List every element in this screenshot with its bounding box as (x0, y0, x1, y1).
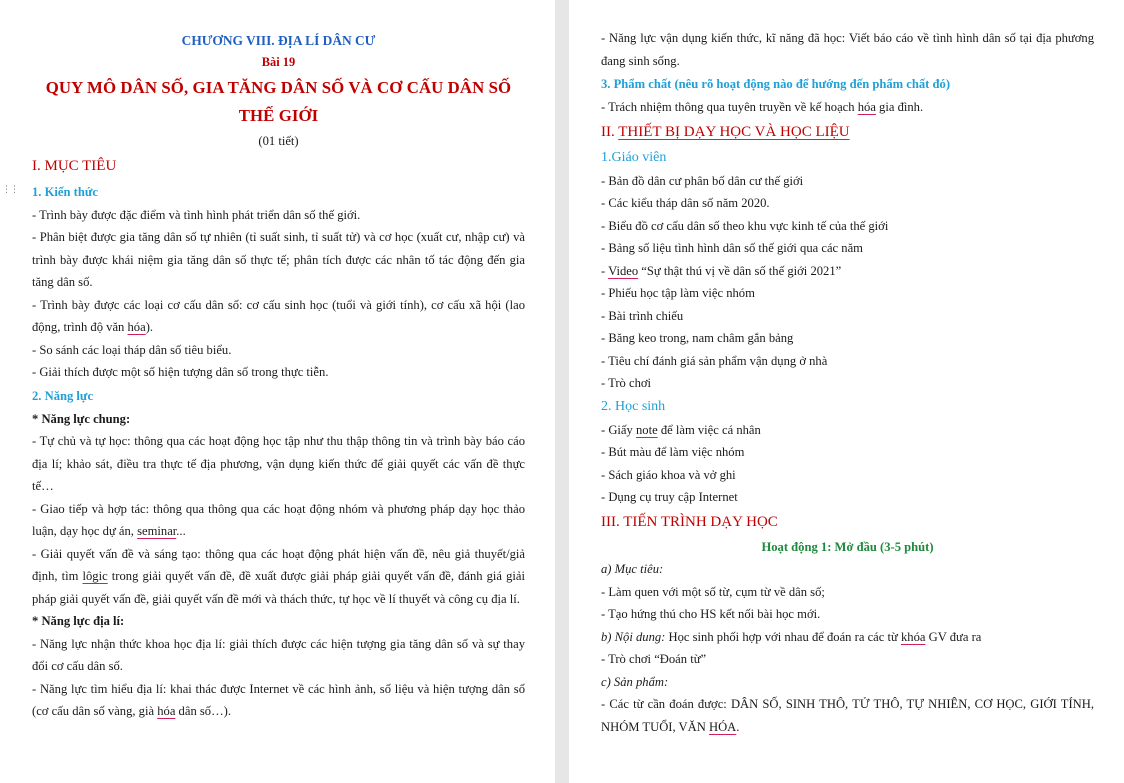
product-label: c) Sản phẩm: (601, 674, 669, 689)
text-run: - Giải quyết vấn đề và sáng tạo: thông qua các hoạt động phát hiện vấn đề, nêu giả thuyết/giả định, tìm (32, 546, 525, 583)
product-item (601, 693, 1094, 738)
activity-heading: Hoạt động 1: Mở đầu (3-5 phút) (761, 539, 934, 554)
text-run: ). (145, 320, 154, 334)
knowledge-item (32, 294, 525, 339)
quality-item (601, 96, 1094, 119)
knowledge-item: - Phân biệt được gia tăng dân số tự nhiên (tỉ suất sinh, tỉ suất tử) và cơ học (xuất cư, nhập cư) và trình bày được khái niệm gia tăng dân số thực tế; phân tích được các nhân tố tác động đến gia tăng dân số. (32, 230, 525, 289)
student-subheading: 2. Học sinh (601, 398, 666, 414)
text-run: GV đưa ra (925, 629, 982, 644)
spellcheck-word: lôgic (82, 569, 108, 583)
goal-item: - Làm quen với một số từ, cụm từ về dân số; (601, 584, 825, 599)
content-label: b) Nội dung: (601, 629, 666, 644)
teacher-item: - Phiếu học tập làm việc nhóm (601, 286, 755, 300)
text-run: - Giao tiếp và hợp tác: thông qua thông qua các hoạt động nhóm và phương pháp dạy học thảo luận, dạy học dự án, (32, 501, 525, 538)
text-run: . (736, 719, 740, 734)
goal-label: a) Mục tiêu: (601, 562, 664, 576)
goal-item: - Tạo hứng thú cho HS kết nối bài học mới. (601, 607, 821, 621)
teacher-item: - Trò chơi (601, 376, 652, 390)
ability-subheading: 2. Năng lực (32, 388, 94, 403)
text-run: - Các từ cần đoán được: DÂN SỐ, SINH THÔ, TỬ THÔ, TỰ NHIÊN, CƠ HỌC, GIỚI TÍNH, NHÓM TUỔI, VĂN (601, 697, 1094, 734)
general-ability-item: - Tự chủ và tự học: thông qua các hoạt động học tập như thu thập thông tin và trình bày báo cáo địa lí; khảo sát, điều tra thực tế địa phương, vận dụng kiến thức để giải quyết các vấn đề thực tế… (32, 434, 525, 493)
geo-ability-item: - Năng lực nhận thức khoa học địa lí: giải thích được các hiện tượng gia tăng dân số và sự thay đổi cơ cấu dân số. (32, 636, 525, 673)
content-item: - Trò chơi “Đoán từ” (601, 652, 707, 666)
student-item: - Bút màu để làm việc nhóm (601, 445, 745, 459)
knowledge-subheading: 1. Kiến thức (32, 184, 98, 199)
text-run: trong giải quyết vấn đề, đề xuất được giải pháp giải quyết vấn đề, đánh giá giải pháp giải quyết vấn đề, giải quyết vấn đề mới và thách thức, tự học về lí thuyết và công cụ địa lí. (32, 569, 525, 606)
geo-ability-label: * Năng lực địa lí: (32, 614, 125, 628)
text-run: - Năng lực tìm hiểu địa lí: khai thác được Internet về các hình ảnh, số liệu và hiện tượng dân số (cơ cấu dân số vàng, già (32, 681, 525, 718)
student-item: - Dụng cụ truy cập Internet (601, 490, 738, 504)
knowledge-item: - Trình bày được đặc điểm và tình hình phát triển dân số thế giới. (32, 207, 361, 222)
section-process-heading: III. TIẾN TRÌNH DẠY HỌC (601, 513, 778, 530)
lesson-number: Bài 19 (261, 55, 296, 69)
text-run: Học sinh phối hợp với nhau để đoán ra các từ (665, 629, 901, 644)
quality-subheading: 3. Phẩm chất (nêu rõ hoạt động nào để hướng đến phẩm chất đó) (601, 77, 951, 91)
geo-ability-item (32, 678, 525, 723)
teacher-item: - Băng keo trong, nam châm gắn bảng (601, 331, 794, 345)
teacher-item (601, 260, 1094, 283)
general-ability-item (32, 498, 525, 543)
geo-ability-item: - Năng lực vận dụng kiến thức, kĩ năng đã học: Viết báo cáo về tình hình dân số tại địa phương đang sinh sống. (601, 31, 1094, 68)
teacher-item: - Biểu đồ cơ cấu dân số theo khu vực kinh tế của thế giới (601, 218, 889, 233)
content-item (601, 626, 1094, 649)
spellcheck-word: Video (608, 263, 639, 278)
student-item (601, 419, 1094, 442)
chapter-heading: CHƯƠNG VIII. ĐỊA LÍ DÂN CƯ (181, 33, 376, 48)
text-run: II. (601, 123, 619, 140)
text-run: “Sự thật thú vị về dân số thế giới 2021” (638, 263, 842, 278)
text-run: - (601, 263, 609, 278)
student-item: - Sách giáo khoa và vở ghi (601, 467, 736, 482)
spellcheck-word: hóa (857, 100, 876, 114)
spellcheck-word: hóa (157, 704, 176, 718)
lesson-title-line-2: THẾ GIỚI (238, 106, 319, 125)
lesson-title-line-1: QUY MÔ DÂN SỐ, GIA TĂNG DÂN SỐ VÀ CƠ CẤU DÂN SỐ (45, 78, 512, 97)
duration-text: (01 tiết) (258, 134, 299, 148)
text-run: - Trách nhiệm thông qua tuyên truyền về kế hoạch (601, 100, 858, 114)
teacher-item: - Bảng số liệu tình hình dân số thế giới qua các năm (601, 241, 863, 255)
general-ability-label: * Năng lực chung: (32, 411, 131, 426)
text-run: để làm việc cá nhân (657, 422, 761, 437)
text-run: ... (176, 524, 186, 538)
document-page-left (0, 0, 555, 783)
section-objectives-heading: I. MỤC TIÊU (32, 157, 117, 174)
text-run: - Giấy (601, 422, 636, 437)
spellcheck-word: hóa (127, 320, 146, 334)
section-equipment-heading (601, 119, 1094, 146)
document-page-right (569, 0, 1124, 783)
spellcheck-word: HÓA (708, 719, 737, 734)
teacher-item: - Bản đồ dân cư phân bố dân cư thế giới (601, 173, 804, 188)
text-run: - Trình bày được các loại cơ cấu dân số: cơ cấu sinh học (tuổi và giới tính), cơ cấu xã hội (lao động, trình độ văn (32, 297, 525, 334)
teacher-item: - Tiêu chí đánh giá sản phẩm vận dụng ở nhà (601, 353, 828, 368)
general-ability-item (32, 543, 525, 611)
knowledge-item: - Giải thích được một số hiện tượng dân số trong thực tiễn. (32, 365, 329, 379)
teacher-item: - Các kiểu tháp dân số năm 2020. (601, 196, 770, 210)
spellcheck-word: note (635, 422, 658, 437)
teacher-subheading: 1.Giáo viên (601, 149, 667, 165)
section-equipment-title: THIẾT BỊ DẠY HỌC VÀ HỌC LIỆU (618, 123, 850, 140)
spellcheck-word: khóa (900, 629, 926, 644)
drag-handle-icon[interactable]: ⋮⋮ (2, 185, 18, 195)
spellcheck-word: seminar (137, 524, 177, 538)
text-run: gia đình. (875, 100, 924, 114)
teacher-item: - Bài trình chiếu (601, 308, 684, 323)
knowledge-item: - So sánh các loại tháp dân số tiêu biểu. (32, 342, 232, 357)
text-run: dân số…). (175, 704, 232, 718)
